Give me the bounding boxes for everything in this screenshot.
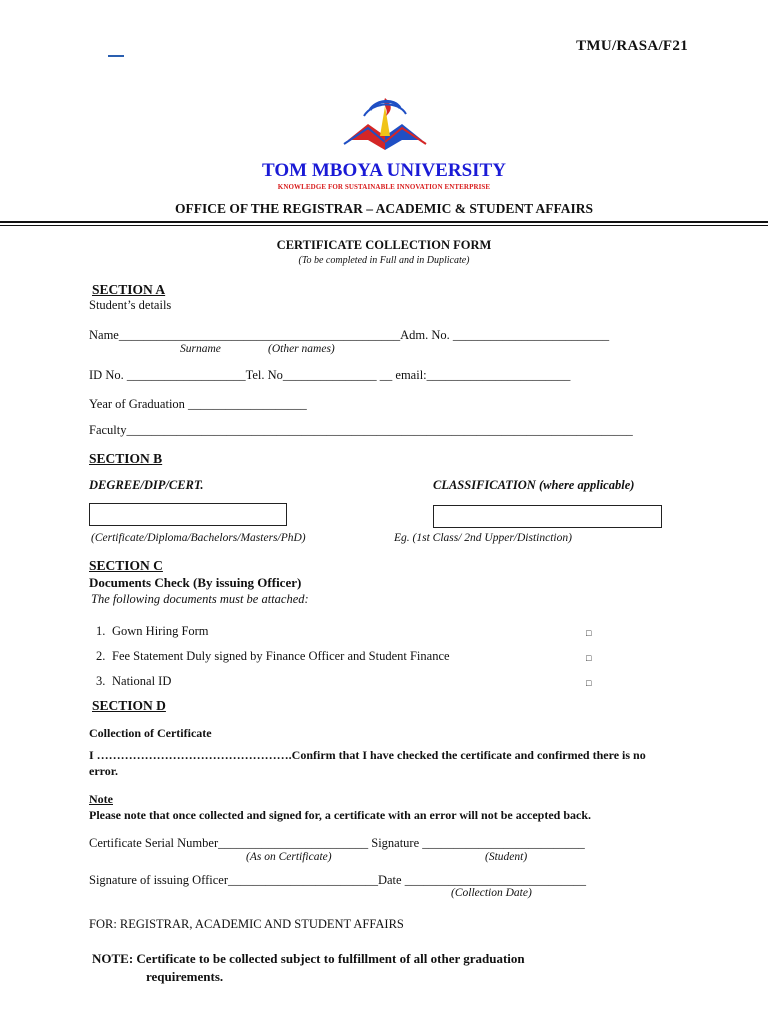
header-divider (0, 221, 768, 223)
doc-item-2-checkbox[interactable]: □ (586, 653, 592, 663)
doc-item-3-checkbox[interactable]: □ (586, 678, 592, 688)
final-note: NOTE: Certificate to be collected subject to fulfillment of all other graduation (92, 951, 525, 966)
year-of-graduation-field[interactable]: Year of Graduation ___________________ (89, 397, 307, 411)
classification-label: CLASSIFICATION (where applicable) (433, 478, 635, 492)
doc-item-1-checkbox[interactable]: □ (586, 628, 592, 638)
student-hint: (Student) (485, 851, 528, 863)
doc-item-1-label: Gown Hiring Form (112, 624, 209, 638)
university-name: TOM MBOYA UNIVERSITY (262, 160, 506, 181)
serial-hint: (As on Certificate) (246, 851, 332, 863)
name-field[interactable]: Name_____________________________________________Adm. No. _________________________ (89, 328, 610, 342)
university-logo-icon (340, 92, 430, 162)
degree-label: DEGREE/DIP/CERT. (89, 478, 204, 492)
header-divider-thin (0, 225, 768, 226)
form-reference-code: TMU/RASA/F21 (576, 38, 688, 54)
section-c-subheading: Documents Check (By issuing Officer) (89, 575, 302, 590)
classification-input-box[interactable] (433, 505, 662, 528)
section-c-instruction: The following documents must be attached: (91, 592, 309, 606)
degree-input-box[interactable] (89, 503, 287, 526)
confirmation-statement: I ………………………………………….Confirm that I have checked the certificate and confirmed there is no (89, 748, 646, 762)
decorative-mark (108, 55, 124, 57)
degree-hint: (Certificate/Diploma/Bachelors/Masters/PhD) (91, 532, 306, 544)
registrar-line: FOR: REGISTRAR, ACADEMIC AND STUDENT AFFAIRS (89, 917, 404, 931)
section-a-heading: SECTION A (92, 282, 166, 297)
section-b-heading: SECTION B (89, 451, 163, 466)
form-subtitle: (To be completed in Full and in Duplicate) (298, 255, 470, 266)
confirmation-statement-end: error. (89, 764, 118, 778)
doc-item-2-number: 2. (96, 649, 106, 663)
doc-item-1-number: 1. (96, 624, 106, 638)
section-c-heading: SECTION C (89, 558, 163, 573)
doc-item-3-number: 3. (96, 674, 106, 688)
other-names-hint: (Other names) (268, 343, 335, 355)
faculty-field[interactable]: Faculty_________________________________________________________________________________ (89, 423, 633, 437)
section-d-subheading: Collection of Certificate (89, 726, 212, 740)
note-text: Please note that once collected and signed for, a certificate with an error will not be accepted back. (89, 808, 592, 822)
university-motto: KNOWLEDGE FOR SUSTAINABLE INNOVATION ENTERPRISE (277, 183, 491, 191)
office-title: OFFICE OF THE REGISTRAR – ACADEMIC & STUDENT AFFAIRS (174, 201, 594, 216)
id-tel-email-field[interactable]: ID No. ___________________Tel. No_______________ __ email:_______________________ (89, 368, 571, 382)
collection-date-hint: (Collection Date) (451, 887, 532, 899)
classification-hint: Eg. (1st Class/ 2nd Upper/Distinction) (394, 532, 572, 544)
note-heading: Note (89, 792, 113, 806)
section-a-caption: Student’s details (89, 298, 172, 312)
form-title: CERTIFICATE COLLECTION FORM (276, 238, 492, 252)
final-note-continued: requirements. (146, 969, 224, 984)
surname-hint: Surname (180, 343, 221, 355)
doc-item-2-label: Fee Statement Duly signed by Finance Officer and Student Finance (112, 649, 450, 663)
section-d-heading: SECTION D (92, 698, 166, 713)
doc-item-3-label: National ID (112, 674, 172, 688)
officer-signature-date-field[interactable]: Signature of issuing Officer________________________Date _____________________________ (89, 873, 586, 887)
serial-signature-field[interactable]: Certificate Serial Number________________________ Signature __________________________ (89, 836, 585, 850)
